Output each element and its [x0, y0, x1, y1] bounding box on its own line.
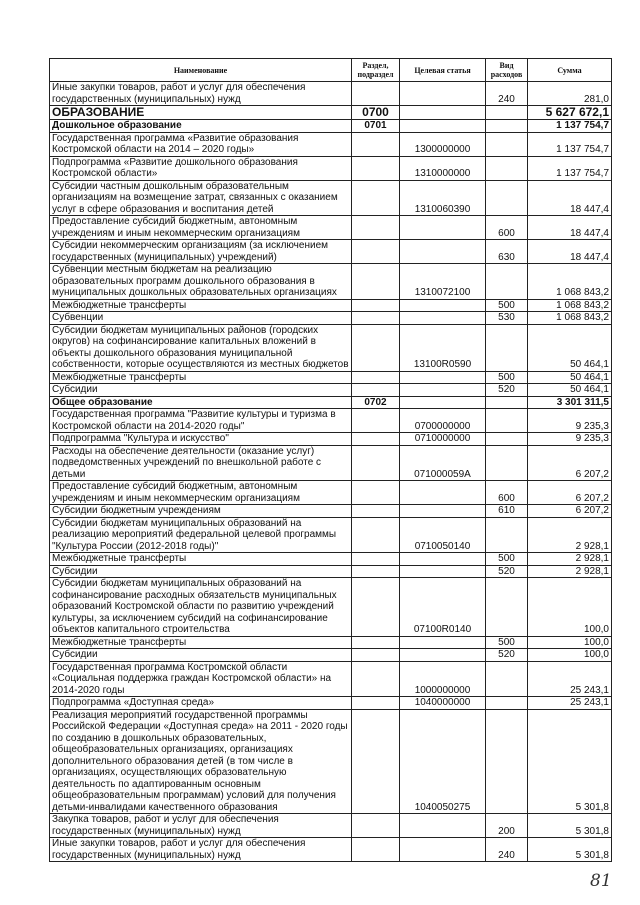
- row-section: [352, 156, 400, 180]
- table-row: [50, 120, 612, 133]
- row-sum: 5 301,8: [528, 814, 612, 838]
- row-name: Закупка товаров, работ и услуг для обеспечения государственных (муниципальных) нужд: [50, 814, 352, 838]
- row-sum: 25 243,1: [528, 661, 612, 697]
- row-sum: 281,0: [528, 82, 612, 106]
- table-row: [50, 505, 612, 518]
- row-expense-type: [486, 324, 528, 371]
- table-row: [50, 299, 612, 312]
- row-expense-type: [486, 433, 528, 446]
- row-target-code: [400, 636, 486, 649]
- row-expense-type: [486, 578, 528, 637]
- row-section: [352, 132, 400, 156]
- row-name: Субсидии бюджетам муниципальных районов (городских округов) на софинансирование капитальных вложений в объекты дошкольного образования муниципальной собственности, которые осуществляются из местных бюджетов: [50, 324, 352, 371]
- row-section: [352, 709, 400, 814]
- row-expense-type: 600: [486, 481, 528, 505]
- row-target-code: 13100R0590: [400, 324, 486, 371]
- row-target-code: 0710000000: [400, 433, 486, 446]
- row-sum: 18 447,4: [528, 240, 612, 264]
- row-target-code: 1300000000: [400, 132, 486, 156]
- row-section: [352, 481, 400, 505]
- row-section: [352, 838, 400, 862]
- page-number: 81: [590, 871, 612, 891]
- table-row: [50, 445, 612, 481]
- table-row: [50, 180, 612, 216]
- table-row: [50, 324, 612, 371]
- row-name: Расходы на обеспечение деятельности (оказание услуг) подведомственных учреждений по внешкольной работе с детьми: [50, 445, 352, 481]
- row-name: Государственная программа "Развитие культуры и туризма в Костромской области на 2014-2020 годы": [50, 409, 352, 433]
- row-target-code: 1310060390: [400, 180, 486, 216]
- row-expense-type: 200: [486, 814, 528, 838]
- row-expense-type: [486, 517, 528, 553]
- row-section: 0701: [352, 120, 400, 133]
- row-target-code: [400, 120, 486, 133]
- row-section: [352, 697, 400, 710]
- row-section: [352, 180, 400, 216]
- row-section: [352, 384, 400, 397]
- header-sum: Сумма: [528, 59, 612, 82]
- header-target: Целевая статья: [400, 59, 486, 82]
- row-name: Субсидии: [50, 649, 352, 662]
- row-section: [352, 553, 400, 566]
- row-sum: 100,0: [528, 636, 612, 649]
- table-header: [50, 59, 612, 82]
- row-target-code: [400, 505, 486, 518]
- row-sum: 6 207,2: [528, 481, 612, 505]
- header-section: Раздел, подраздел: [352, 59, 400, 82]
- row-target-code: 1040050275: [400, 709, 486, 814]
- row-expense-type: 500: [486, 553, 528, 566]
- row-expense-type: [486, 709, 528, 814]
- table-row: [50, 517, 612, 553]
- row-expense-type: 530: [486, 312, 528, 325]
- row-name: Иные закупки товаров, работ и услуг для обеспечения государственных (муниципальных) нужд: [50, 82, 352, 106]
- row-expense-type: [486, 180, 528, 216]
- row-section: 0702: [352, 396, 400, 409]
- row-name: Субсидии: [50, 565, 352, 578]
- row-expense-type: 240: [486, 82, 528, 106]
- row-sum: 3 301 311,5: [528, 396, 612, 409]
- row-sum: 1 068 843,2: [528, 299, 612, 312]
- table-row: [50, 553, 612, 566]
- row-target-code: 07100R0140: [400, 578, 486, 637]
- row-target-code: [400, 384, 486, 397]
- row-expense-type: [486, 697, 528, 710]
- row-section: [352, 324, 400, 371]
- row-expense-type: 600: [486, 216, 528, 240]
- row-name: Государственная программа Костромской области «Социальная поддержка граждан Костромской области» на 2014-2020 годы: [50, 661, 352, 697]
- table-row: [50, 240, 612, 264]
- row-name: Государственная программа «Развитие образования Костромской области на 2014 – 2020 годы»: [50, 132, 352, 156]
- table-row: [50, 636, 612, 649]
- row-target-code: [400, 371, 486, 384]
- row-name: Иные закупки товаров, работ и услуг для обеспечения государственных (муниципальных) нужд: [50, 838, 352, 862]
- row-section: [352, 240, 400, 264]
- row-section: [352, 312, 400, 325]
- row-sum: 5 627 672,1: [528, 106, 612, 120]
- row-target-code: 1310000000: [400, 156, 486, 180]
- row-target-code: [400, 649, 486, 662]
- row-name: Реализация мероприятий государственной программы Российской Федерации «Доступная среда» на 2011 - 2020 годы по созданию в дошкольных образовательных, общеобразовательных организациях, организациях дополнительного образования детей (в том числе в организациях, осуществляющих образовательную деятельность по адаптированным основным общеобразовательным программам) условий для получения детьми-инвалидами качественного образования: [50, 709, 352, 814]
- row-section: [352, 299, 400, 312]
- row-target-code: [400, 481, 486, 505]
- row-sum: 5 301,8: [528, 838, 612, 862]
- table-row: [50, 481, 612, 505]
- row-sum: 1 137 754,7: [528, 156, 612, 180]
- row-section: [352, 82, 400, 106]
- row-sum: 25 243,1: [528, 697, 612, 710]
- row-name: Подпрограмма «Развитие дошкольного образования Костромской области»: [50, 156, 352, 180]
- row-sum: 2 928,1: [528, 517, 612, 553]
- row-section: [352, 517, 400, 553]
- row-target-code: [400, 299, 486, 312]
- row-target-code: [400, 396, 486, 409]
- row-sum: 6 207,2: [528, 445, 612, 481]
- row-target-code: 1310072100: [400, 264, 486, 300]
- table-row: [50, 838, 612, 862]
- header-type: Вид расходов: [486, 59, 528, 82]
- row-target-code: 1000000000: [400, 661, 486, 697]
- row-expense-type: [486, 120, 528, 133]
- row-section: [352, 371, 400, 384]
- table-body: [50, 82, 612, 862]
- row-target-code: 071000059А: [400, 445, 486, 481]
- row-name: Субсидии бюджетным учреждениям: [50, 505, 352, 518]
- table-row: [50, 578, 612, 637]
- row-section: [352, 578, 400, 637]
- header-name: Наименование: [50, 59, 352, 82]
- row-sum: 1 137 754,7: [528, 132, 612, 156]
- row-name: ОБРАЗОВАНИЕ: [50, 106, 352, 120]
- row-section: [352, 814, 400, 838]
- row-name: Субсидии бюджетам муниципальных образований на софинансирование расходных обязательств муниципальных образований Костромской области по развитию учреждений культуры, за исключением субсидий на софинансирование объектов капитального строительства: [50, 578, 352, 637]
- table-row: [50, 433, 612, 446]
- row-name: Субвенции: [50, 312, 352, 325]
- row-sum: 1 068 843,2: [528, 264, 612, 300]
- row-expense-type: [486, 409, 528, 433]
- table-row: [50, 371, 612, 384]
- row-expense-type: [486, 156, 528, 180]
- row-sum: 5 301,8: [528, 709, 612, 814]
- row-name: Общее образование: [50, 396, 352, 409]
- row-sum: 1 068 843,2: [528, 312, 612, 325]
- row-expense-type: [486, 106, 528, 120]
- row-sum: 50 464,1: [528, 371, 612, 384]
- row-target-code: [400, 553, 486, 566]
- row-expense-type: 500: [486, 636, 528, 649]
- table-row: [50, 312, 612, 325]
- row-target-code: [400, 838, 486, 862]
- row-expense-type: 520: [486, 384, 528, 397]
- row-name: Межбюджетные трансферты: [50, 636, 352, 649]
- table-row: [50, 649, 612, 662]
- row-name: Субсидии частным дошкольным образовательным организациям на возмещение затрат, связанных с оказанием услуг в сфере образования и воспитания детей: [50, 180, 352, 216]
- row-name: Подпрограмма "Культура и искусство": [50, 433, 352, 446]
- row-sum: 9 235,3: [528, 409, 612, 433]
- row-expense-type: 240: [486, 838, 528, 862]
- table-row: [50, 661, 612, 697]
- table-row: [50, 384, 612, 397]
- row-name: Предоставление субсидий бюджетным, автономным учреждениям и иным некоммерческим организациям: [50, 216, 352, 240]
- row-section: [352, 445, 400, 481]
- row-expense-type: 500: [486, 299, 528, 312]
- row-name: Субсидии некоммерческим организациям (за исключением государственных (муниципальных) учреждений): [50, 240, 352, 264]
- row-sum: 50 464,1: [528, 324, 612, 371]
- row-expense-type: 630: [486, 240, 528, 264]
- row-section: [352, 409, 400, 433]
- row-expense-type: 520: [486, 565, 528, 578]
- table-row: [50, 697, 612, 710]
- row-target-code: [400, 82, 486, 106]
- row-target-code: [400, 814, 486, 838]
- row-expense-type: [486, 661, 528, 697]
- row-name: Предоставление субсидий бюджетным, автономным учреждениям и иным некоммерческим организациям: [50, 481, 352, 505]
- row-sum: 18 447,4: [528, 216, 612, 240]
- row-section: [352, 565, 400, 578]
- row-target-code: 1040000000: [400, 697, 486, 710]
- row-target-code: 0700000000: [400, 409, 486, 433]
- row-name: Субсидии бюджетам муниципальных образований на реализацию мероприятий федеральной целевой программы "Культура России (2012-2018 годы)": [50, 517, 352, 553]
- table-row: [50, 264, 612, 300]
- row-target-code: [400, 106, 486, 120]
- row-sum: 1 137 754,7: [528, 120, 612, 133]
- table-row: [50, 156, 612, 180]
- table-row: [50, 709, 612, 814]
- row-name: Межбюджетные трансферты: [50, 553, 352, 566]
- row-section: [352, 433, 400, 446]
- row-target-code: [400, 312, 486, 325]
- row-section: [352, 649, 400, 662]
- row-expense-type: [486, 445, 528, 481]
- table-row: [50, 565, 612, 578]
- row-section: [352, 264, 400, 300]
- row-name: Субвенции местным бюджетам на реализацию образовательных программ дошкольного образования в муниципальных дошкольных образовательных организациях: [50, 264, 352, 300]
- row-expense-type: 500: [486, 371, 528, 384]
- row-expense-type: 520: [486, 649, 528, 662]
- table-row: [50, 82, 612, 106]
- row-target-code: [400, 565, 486, 578]
- row-sum: 18 447,4: [528, 180, 612, 216]
- row-name: Дошкольное образование: [50, 120, 352, 133]
- table-row: [50, 409, 612, 433]
- row-expense-type: [486, 132, 528, 156]
- row-section: [352, 505, 400, 518]
- row-sum: 2 928,1: [528, 565, 612, 578]
- row-name: Субсидии: [50, 384, 352, 397]
- row-name: Межбюджетные трансферты: [50, 299, 352, 312]
- table-row: [50, 106, 612, 120]
- row-section: [352, 636, 400, 649]
- table-row: [50, 396, 612, 409]
- row-section: 0700: [352, 106, 400, 120]
- row-name: Подпрограмма «Доступная среда»: [50, 697, 352, 710]
- row-sum: 6 207,2: [528, 505, 612, 518]
- table-row: [50, 216, 612, 240]
- row-target-code: 0710050140: [400, 517, 486, 553]
- row-sum: 50 464,1: [528, 384, 612, 397]
- budget-table: [49, 58, 612, 862]
- row-expense-type: 610: [486, 505, 528, 518]
- row-section: [352, 216, 400, 240]
- row-sum: 100,0: [528, 578, 612, 637]
- row-target-code: [400, 216, 486, 240]
- row-sum: 9 235,3: [528, 433, 612, 446]
- table-row: [50, 132, 612, 156]
- row-name: Межбюджетные трансферты: [50, 371, 352, 384]
- row-sum: 2 928,1: [528, 553, 612, 566]
- row-expense-type: [486, 264, 528, 300]
- row-section: [352, 661, 400, 697]
- table-row: [50, 814, 612, 838]
- row-sum: 100,0: [528, 649, 612, 662]
- row-expense-type: [486, 396, 528, 409]
- row-target-code: [400, 240, 486, 264]
